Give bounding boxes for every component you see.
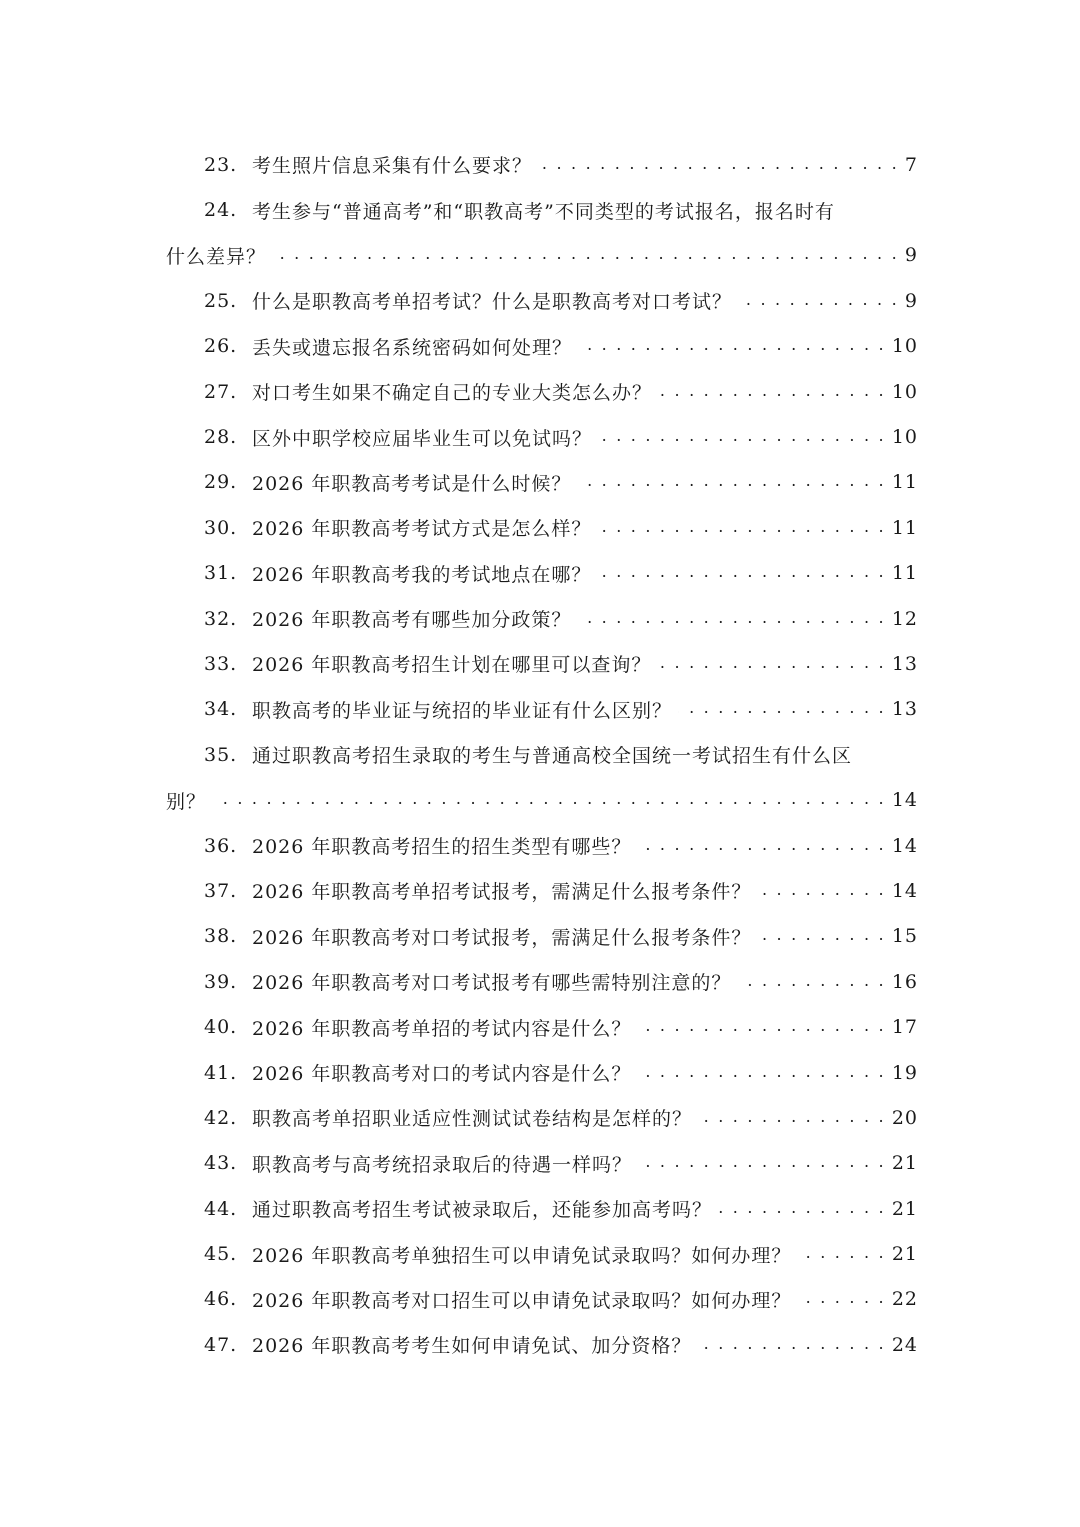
toc-page-number: 10 [891,380,918,403]
toc-title: 2026 年职教高考我的考试地点在哪？ [252,563,592,586]
toc-page-number: 19 [891,1061,918,1084]
toc-entry[interactable] [166,1277,918,1322]
toc-page-number: 20 [891,1106,918,1129]
toc-page-number: 10 [891,426,918,449]
toc-title: 2026 年职教高考单独招生可以申请免试录取吗？如何办理？ [252,1244,792,1267]
toc-title: 什么是职教高考单招考试？什么是职教高考对口考试？ [252,291,733,314]
toc-number: 27. [204,380,238,403]
dot-leader [678,701,886,717]
dot-leader [272,247,899,263]
toc-page-number: 9 [904,289,918,312]
dot-leader [538,157,899,173]
toc-page-number: 12 [891,607,918,630]
toc-entry[interactable] [166,1004,918,1049]
toc-title-continuation: 什么差异？ [166,245,267,268]
toc-page-number: 14 [891,834,918,857]
toc-title: 区外中职学校应届毕业生可以免试吗？ [252,427,593,450]
toc-page-number: 13 [891,698,918,721]
toc-number: 36. [204,834,238,857]
toc-title: 职教高考单招职业适应性测试试卷结构是怎样的？ [252,1108,693,1131]
toc-entry[interactable] [166,1231,918,1276]
toc-number: 43. [204,1152,238,1175]
toc-title: 职教高考与高考统招录取后的待遇一样吗？ [252,1153,633,1176]
toc-entry[interactable] [166,1141,918,1186]
toc-number: 38. [204,925,238,948]
toc-number: 31. [204,562,238,585]
toc-title: 对口考生如果不确定自己的专业大类怎么办？ [252,382,653,405]
toc-number: 42. [204,1106,238,1129]
toc-title-continuation: 别？ [166,790,207,813]
dot-leader [577,474,885,490]
toc-entry[interactable] [166,596,918,641]
toc-entry[interactable] [166,187,918,278]
toc-number: 45. [204,1243,238,1266]
toc-title: 2026 年职教高考考试方式是怎么样？ [252,518,592,541]
toc-entry[interactable] [166,278,918,323]
dot-leader [697,1337,885,1353]
toc-page-number: 17 [891,1016,918,1039]
dot-leader [737,974,885,990]
toc-page-number: 9 [904,244,918,267]
toc-number: 47. [204,1333,238,1356]
toc-number: 41. [204,1061,238,1084]
toc-title: 考生照片信息采集有什么要求？ [252,155,533,178]
toc-number: 25. [204,289,238,312]
toc-title: 2026 年职教高考招生计划在哪里可以查询？ [252,654,652,677]
toc-page-number: 11 [891,516,918,539]
toc-title: 丢失或遗忘报名系统密码如何处理？ [252,336,573,359]
toc-title: 2026 年职教高考对口考试报考，需满足什么报考条件？ [252,926,752,949]
toc-entry[interactable] [166,551,918,596]
dot-leader [578,338,886,354]
toc-title: 2026 年职教高考单招的考试内容是什么？ [252,1017,632,1040]
dot-leader [637,1019,885,1035]
toc-page-number: 14 [891,789,918,812]
toc-number: 26. [204,335,238,358]
dot-leader [797,1246,885,1262]
toc-entry[interactable] [166,324,918,369]
toc-title: 通过职教高考招生录取的考生与普通高校全国统一考试招生有什么区 [252,745,853,768]
dot-leader [757,928,885,944]
toc-title: 考生参与“普通高考”和“职教高考”不同类型的考试报名，报名时有 [252,200,835,223]
dot-leader [212,792,886,808]
toc-page-number: 16 [891,970,918,993]
toc-page-number: 15 [891,925,918,948]
toc-entry[interactable] [166,1186,918,1231]
toc-title: 2026 年职教高考考试是什么时候？ [252,472,572,495]
toc-entry[interactable] [166,687,918,732]
dot-leader [698,1110,886,1126]
toc-number: 39. [204,970,238,993]
toc-entry[interactable] [166,823,918,868]
toc-title: 2026 年职教高考招生的招生类型有哪些？ [252,836,632,859]
toc-entry[interactable] [166,1050,918,1095]
toc-entry[interactable] [166,369,918,414]
toc-entry[interactable] [166,959,918,1004]
toc-entry[interactable] [166,914,918,959]
toc-number: 32. [204,607,238,630]
toc-page-number: 11 [891,471,918,494]
toc-title: 2026 年职教高考对口考试报考有哪些需特别注意的？ [252,972,732,995]
toc-entry[interactable] [166,868,918,913]
toc-page-number: 21 [891,1197,918,1220]
toc-entry[interactable] [166,732,918,823]
toc-page-number: 24 [891,1333,918,1356]
toc-number: 24. [204,199,238,222]
toc-page-number: 21 [891,1152,918,1175]
toc-number: 35. [204,743,238,766]
toc-number: 29. [204,471,238,494]
toc-page-number: 14 [891,879,918,902]
toc-number: 46. [204,1288,238,1311]
toc-number: 40. [204,1016,238,1039]
toc-entry[interactable] [166,460,918,505]
toc-entry[interactable] [166,1095,918,1140]
toc-number: 37. [204,879,238,902]
toc-title: 2026 年职教高考对口的考试内容是什么？ [252,1063,632,1085]
toc-entry[interactable] [166,414,918,459]
toc-entry[interactable] [166,641,918,686]
toc-title: 职教高考的毕业证与统招的毕业证有什么区别？ [252,699,673,722]
toc-page-number: 10 [891,335,918,358]
toc-title: 通过职教高考招生考试被录取后，还能参加高考吗？ [252,1199,713,1222]
dot-leader [738,293,899,309]
toc-entry[interactable] [166,505,918,550]
dot-leader [658,384,886,400]
toc-page-number: 7 [904,153,918,176]
toc-entry[interactable] [166,1322,918,1367]
dot-leader [597,565,885,581]
toc-title: 2026 年职教高考单招考试报考，需满足什么报考条件？ [252,881,752,904]
toc-page-number: 13 [891,652,918,675]
dot-leader [638,1155,886,1171]
toc-page-number: 21 [891,1243,918,1266]
toc-number: 28. [204,426,238,449]
dot-leader [797,1291,885,1307]
toc-page-number: 22 [891,1288,918,1311]
table-of-contents [166,142,918,1368]
dot-leader [598,429,886,445]
toc-number: 30. [204,516,238,539]
dot-leader [577,611,885,627]
toc-title: 2026 年职教高考对口招生可以申请免试录取吗？如何办理？ [252,1289,792,1312]
dot-leader [597,520,885,536]
dot-leader [657,656,885,672]
toc-title: 2026 年职教高考有哪些加分政策？ [252,609,572,632]
dot-leader [718,1201,886,1217]
toc-entry[interactable] [166,142,918,187]
toc-page-number: 11 [891,562,918,585]
toc-number: 23. [204,153,238,176]
dot-leader [637,1065,885,1081]
toc-number: 33. [204,652,238,675]
toc-number: 34. [204,698,238,721]
toc-number: 44. [204,1197,238,1220]
toc-title: 2026 年职教高考考生如何申请免试、加分资格？ [252,1335,692,1358]
dot-leader [757,883,885,899]
dot-leader [637,838,885,854]
